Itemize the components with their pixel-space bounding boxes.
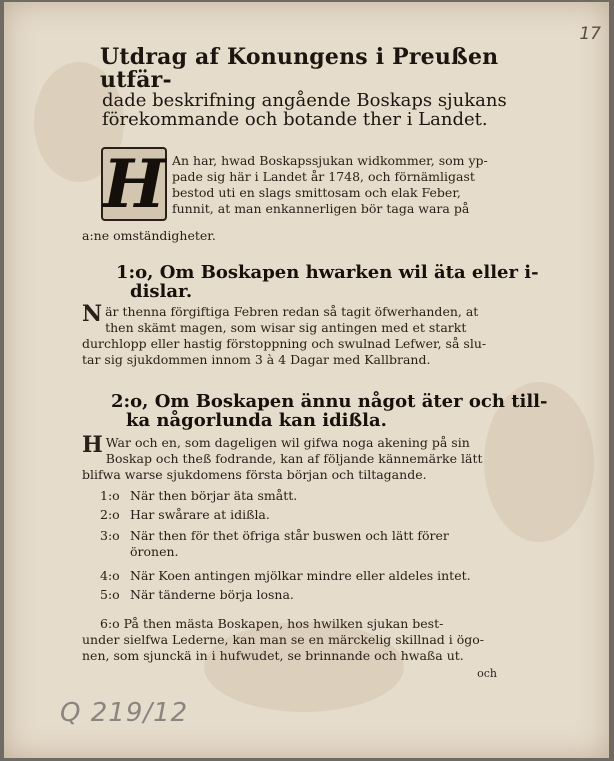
catchword: och <box>477 667 497 680</box>
section1-initial: N <box>82 301 103 327</box>
list-item: 3:o När then för thet öfriga står buswen och lätt förer <box>100 528 449 543</box>
pencil-shelfmark: Q 219/12 <box>60 698 189 728</box>
section2-heading-cont: ka någorlunda kan idißla. <box>126 410 387 431</box>
paragraph-line: tar sig sjukdommen innom 3 à 4 Dagar med Kallbrand. <box>82 352 431 367</box>
title-line-3: förekommande och botande ther i Landet. <box>102 109 488 131</box>
section2-initial: H <box>82 432 103 458</box>
section2-heading: 2:o, Om Boskapen ännu något äter och till- <box>111 391 548 412</box>
list-item-cont: öronen. <box>130 544 179 559</box>
section1-heading-cont: dislar. <box>130 281 193 302</box>
paragraph-line: under sielfwa Lederne, kan man se en märckelig skillnad i ögo- <box>82 632 484 647</box>
paragraph-line: Boskap och theß fodrande, kan af följande kännemärke lätt <box>105 451 483 466</box>
intro-paragraph <box>172 153 550 217</box>
intro-line: a:ne omständigheter. <box>82 228 216 243</box>
section2-paragraph <box>82 432 602 483</box>
list-item: 4:o När Koen antingen mjölkar mindre eller aldeles intet. <box>100 568 471 583</box>
section1-heading: 1:o, Om Boskapen hwarken wil äta eller i- <box>116 262 539 283</box>
title-line-2: dade beskrifning angående Boskaps sjukans <box>102 90 507 112</box>
document-page <box>4 2 609 758</box>
paragraph-line: 6:o På then mästa Boskapen, hos hwilken sjukan best- <box>100 616 444 631</box>
list-item: 5:o När tänderne börja losna. <box>100 587 294 602</box>
paragraph-line: blifwa warse sjukdomens första början och tiltagande. <box>82 467 427 482</box>
symptom-6-paragraph <box>82 616 602 664</box>
intro-line: bestod uti en slags smittosam och elak Feber, <box>172 185 461 200</box>
paragraph-line: nen, som sjunckä in i hufwudet, se brinnande och hwaßa ut. <box>82 648 464 663</box>
page-number: 17 <box>579 24 601 44</box>
title-line-1: Utdrag af Konungens i Preußen utfär- <box>100 44 499 94</box>
document-title <box>100 46 550 130</box>
intro-line: pade sig här i Landet år 1748, och förnämligast <box>172 169 475 184</box>
intro-line: funnit, at man enkannerligen bör taga wara på <box>172 201 470 216</box>
paragraph-line: är thenna förgiftiga Febren redan så tagit öfwerhanden, at <box>105 304 479 319</box>
paragraph-line: then skämt magen, som wisar sig antingen med et starkt <box>105 320 467 335</box>
section1-paragraph <box>82 301 602 368</box>
list-item: 2:o Har swårare at idißla. <box>100 507 270 522</box>
list-item: 1:o När then börjar äta smått. <box>100 488 298 503</box>
decorative-initial: H <box>103 145 166 223</box>
intro-line: An har, hwad Boskapssjukan widkommer, som yp- <box>172 153 488 168</box>
paragraph-line: durchlopp eller hastig förstoppning och swulnad Lefwer, så slu- <box>82 336 487 351</box>
paragraph-line: War och en, som dageligen wil gifwa noga akening på sin <box>105 435 470 450</box>
